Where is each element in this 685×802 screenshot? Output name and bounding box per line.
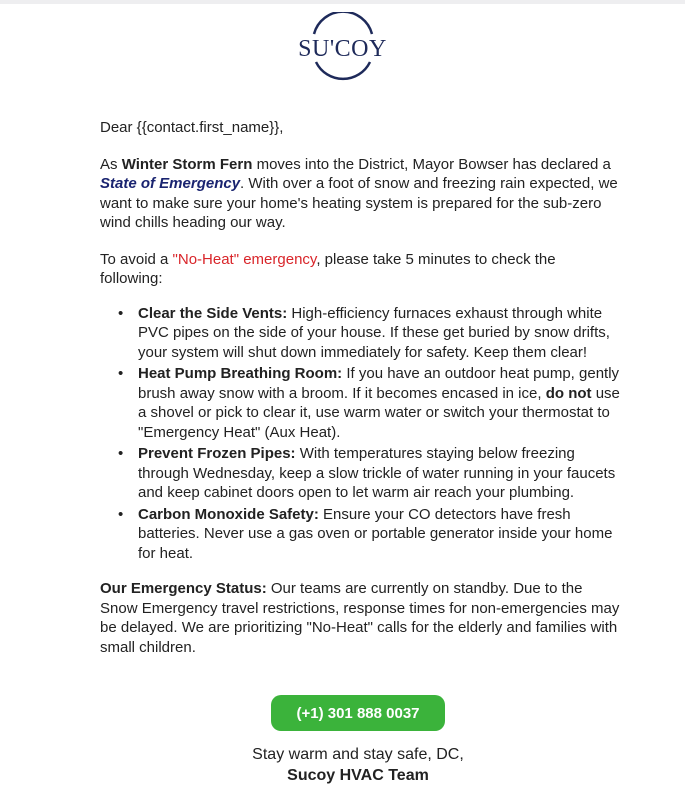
storm-name: Winter Storm Fern	[121, 155, 253, 173]
brand-logo	[288, 12, 398, 84]
list-item-title: Clear the Side Vents:	[138, 304, 288, 322]
email-body	[100, 118, 620, 657]
avoid-text: , please take 5 minutes to check the following:	[100, 250, 556, 287]
list-item-text: Ensure your CO detectors have fresh batteries. Never use a gas oven or portable generator inside your home for heat.	[138, 505, 613, 562]
list-item	[118, 364, 620, 442]
list-item	[118, 304, 620, 363]
status-text: Our teams are currently on standby. Due to the Snow Emergency travel restrictions, response times for non-emergencies may be delayed. We are prioritizing "No-Heat" calls for the elderly and families with small children.	[100, 580, 620, 656]
signoff	[0, 744, 685, 786]
avoid-text: To avoid a	[100, 250, 173, 268]
header	[0, 12, 685, 84]
list-item-title: Heat Pump Breathing Room:	[138, 365, 343, 382]
list-item-title: Carbon Monoxide Safety:	[138, 505, 319, 523]
no-heat-highlight: "No-Heat" emergency	[172, 250, 317, 268]
bullet: •	[118, 365, 124, 382]
intro-paragraph	[100, 155, 620, 233]
cta-container	[0, 695, 685, 731]
state-of-emergency: State of Emergency	[100, 175, 241, 192]
do-not-emphasis: do not	[545, 384, 592, 402]
avoid-paragraph	[100, 250, 620, 289]
checklist	[100, 304, 620, 564]
bullet: •	[118, 505, 124, 523]
intro-text: . With over a foot of snow and freezing rain expected, we want to make sure your home's heating system is prepared for the sub-zero wind chills heading our way.	[100, 175, 618, 231]
list-item	[118, 444, 620, 503]
status-paragraph	[100, 579, 620, 657]
list-item-text: High-efficiency furnaces exhaust through white PVC pipes on the side of your house. If these get buried by snow drifts, your system will shut down immediately for safety. Keep them clear!	[138, 304, 610, 361]
list-item-title: Prevent Frozen Pipes:	[138, 445, 296, 462]
status-title: Our Emergency Status:	[100, 580, 267, 597]
list-item-text: use a shovel or pick to clear it, use warm water or switch your thermostat to "Emergency Heat" (Aux Heat).	[138, 384, 620, 441]
intro-text: moves into the District, Mayor Bowser has declared a	[252, 155, 611, 173]
intro-text: As	[100, 155, 122, 173]
call-phone-button[interactable]: (+1) 301 888 0037	[271, 695, 445, 731]
logo-wordmark: SU'COY	[298, 36, 387, 62]
list-item-text: With temperatures staying below freezing through Wednesday, keep a slow trickle of water running in your faucets and keep cabinet doors open to let warm air reach your plumbing.	[138, 445, 616, 501]
top-divider	[0, 0, 685, 4]
signoff-line: Stay warm and stay safe, DC,	[252, 746, 464, 763]
list-item	[118, 505, 620, 564]
greeting: Dear {{contact.first_name}},	[100, 119, 284, 136]
bullet: •	[118, 445, 124, 462]
bullet: •	[118, 304, 124, 322]
list-item-text: If you have an outdoor heat pump, gently brush away snow with a broom. If it becomes encased in ice,	[138, 365, 620, 402]
signoff-team: Sucoy HVAC Team	[287, 767, 429, 784]
